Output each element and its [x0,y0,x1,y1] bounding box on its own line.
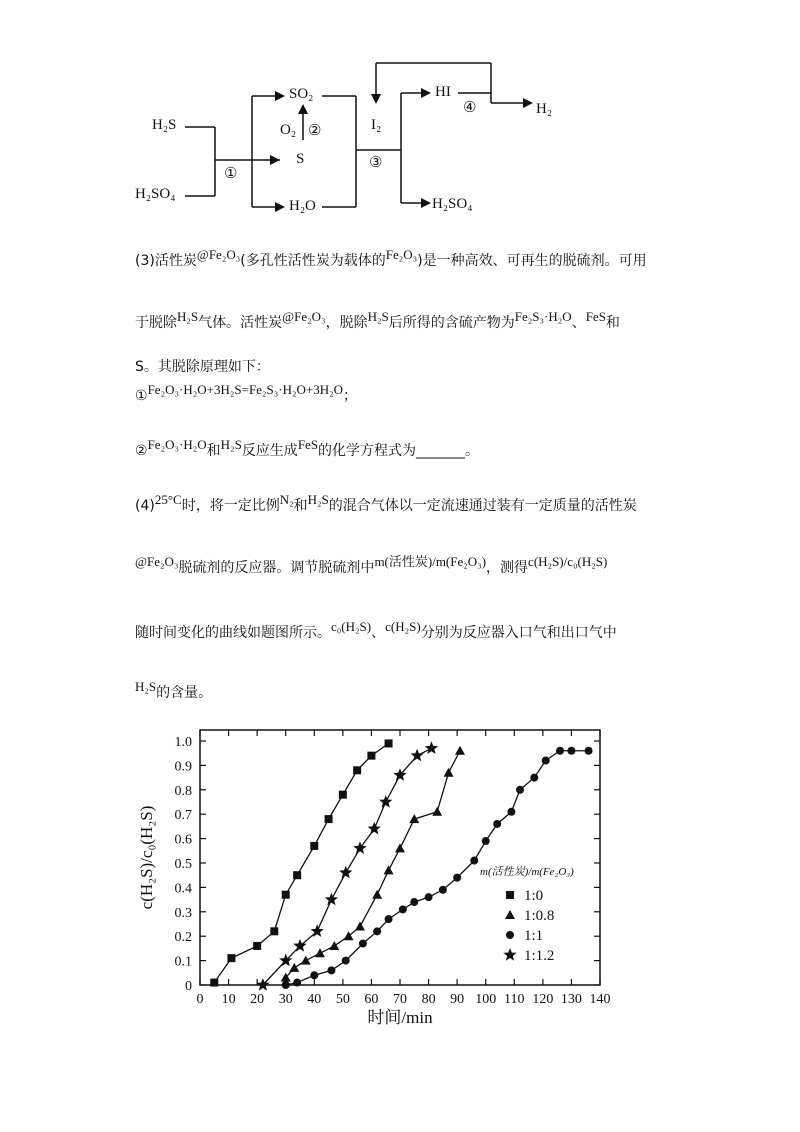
x-tick-label: 140 [589,992,611,1007]
p4-formula: m(活性炭)/m(Fe₂O₃) [374,554,487,569]
h2s-input-label: H₂S [152,117,177,133]
p4-formula: c(H₂S)/c₀(H₂S) [528,554,608,569]
data-point-triangle [329,941,339,950]
data-point-triangle [384,865,394,874]
equation-formula: Fe₂O₃·H₂O+3H₂S=Fe₂S₃·H₂O+3H₂O [147,382,344,397]
data-point-square [293,871,301,879]
data-point-star [379,795,392,808]
equation-text: ； [343,388,358,404]
data-point-circle [470,857,478,865]
h2s-breakthrough-chart [0,715,800,1055]
x-tick-label: 30 [278,992,293,1007]
p4-formula: 25°C [154,492,182,507]
p4-text: (4) [135,498,155,514]
data-point-circle [453,874,461,882]
so2-label: SO₂ [289,86,314,102]
p3-line-2 [135,309,620,332]
x-tick-label: 60 [364,992,379,1007]
p3-formula: H₂S [367,309,389,324]
data-point-triangle [315,948,325,957]
data-point-circle [359,940,367,948]
data-point-star [293,939,306,952]
x-tick-label: 100 [475,992,497,1007]
data-point-triangle [455,746,465,755]
y-tick-label: 0.2 [174,930,192,946]
data-point-triangle [444,768,454,777]
x-tick-label: 20 [250,992,265,1007]
equation-text: 反应生成 [241,443,298,459]
x-tick-label: 120 [532,992,554,1007]
data-point-circle [373,927,381,935]
equation-2 [135,437,480,460]
y-tick-label: 0.6 [174,832,192,848]
reaction-flow-diagram [0,0,800,230]
y-tick-label: 0.9 [174,759,192,775]
hi-label: HI [435,84,451,100]
legend-label: 1:0.8 [524,908,555,924]
data-point-circle [410,898,418,906]
p3-formula: FeS [585,309,606,324]
x-tick-label: 0 [196,992,204,1007]
p4-text: 和 [293,498,308,514]
y-tick-label: 1.0 [174,735,192,750]
series-line-triangle [286,751,460,978]
legend-label: 1:1 [524,928,544,944]
p4-text: 的含量。 [156,685,213,701]
data-point-circle [282,981,290,989]
h2so4-output-label: H₂SO₄ [432,196,473,212]
data-point-circle [425,893,433,901]
s-label: S [296,151,305,167]
p4-line-4 [135,679,213,702]
p3-text: 、 [571,315,586,331]
data-point-circle [516,786,524,794]
p4-text: ，测得 [486,560,529,576]
series-line-star [263,748,432,985]
data-point-star [353,841,366,854]
data-point-star [425,741,438,754]
step-2-label: ② [308,123,322,139]
data-point-square [385,739,393,747]
data-point-circle [399,905,407,913]
data-point-circle [310,971,318,979]
data-point-circle [530,774,538,782]
p3-line-1 [135,247,647,270]
p4-text: 的混合气体以一定流速通过装有一定质量的活性炭 [328,498,637,514]
p4-formula: c(H₂S) [385,619,421,634]
x-tick-label: 50 [335,992,350,1007]
x-tick-label: 90 [450,992,465,1007]
legend-title: m(活性炭)/m(Fe₂O₃) [480,866,574,878]
p3-formula: H₂S [177,309,199,324]
data-point-square [310,842,318,850]
legend-marker-square [506,891,514,899]
x-tick-label: 40 [307,992,322,1007]
step-4-label: ④ [463,100,477,116]
data-point-star [368,822,381,835]
legend-label: 1:0 [524,888,544,904]
equation-text: 和 [206,443,221,459]
data-point-circle [327,966,335,974]
h2-label: H₂ [536,101,553,117]
y-axis-label: c(H₂S)/c₀(H₂S) [137,805,156,910]
data-point-star [325,893,338,906]
h2so4-input-label: H₂SO₄ [135,186,176,202]
x-tick-label: 80 [421,992,436,1007]
p3-line-3: S。其脱除原理如下： [135,359,270,375]
legend-marker-circle [506,931,514,939]
p4-formula: H₂S [135,679,157,694]
p4-text: 随时间变化的曲线如题图所示。 [135,625,331,641]
p4-text: 脱硫剂的反应器。调节脱硫剂中 [178,560,375,576]
equation-number: ② [135,443,148,459]
y-tick-label: 0.7 [174,808,192,824]
data-point-circle [293,979,301,987]
data-point-circle [542,757,550,765]
p4-line-3 [135,619,617,642]
equation-formula: FeS [297,437,319,452]
x-tick-label: 130 [560,992,582,1007]
equation-text: 的化学方程式为_______。 [318,443,480,459]
p4-text: 分别为反应器入口气和出口气中 [420,625,617,641]
p4-line-1 [135,492,637,515]
data-point-square [367,752,375,760]
data-point-triangle [432,807,442,816]
p3-text: (3)活性炭 [135,253,197,269]
p3-text: 气体。活性炭 [198,315,283,331]
x-tick-label: 10 [221,992,236,1007]
data-point-circle [507,808,515,816]
i2-label: I₂ [371,117,382,133]
o2-label: O₂ [280,122,297,138]
p3-formula: Fe₂S₃·H₂O [514,309,572,324]
data-point-circle [385,915,393,923]
y-tick-label: 0.3 [174,905,192,921]
legend-label: 1:1.2 [524,948,555,964]
p4-formula: @Fe₂O₃ [135,554,179,569]
step-1-label: ① [224,166,238,182]
data-point-star [411,749,424,762]
data-point-square [282,891,290,899]
p3-formula: @Fe₂O₃ [196,247,241,262]
data-point-square [353,766,361,774]
equation-formula: Fe₂O₃·H₂O [147,437,207,452]
equation-number: ① [135,388,148,404]
x-tick-label: 110 [504,992,525,1007]
p4-formula: H₂S [307,492,329,507]
data-point-circle [567,747,575,755]
equation-1 [135,382,358,405]
data-point-square [253,942,261,950]
data-point-triangle [301,956,311,965]
x-axis-label: 时间/min [367,1008,433,1027]
y-tick-label: 0.5 [174,857,192,872]
p4-line-2 [135,554,608,577]
data-point-circle [342,957,350,965]
y-tick-label: 0 [185,979,192,994]
legend-marker-star [503,948,516,961]
p3-text: )是一种高效、可再生的脱硫剂。可用 [417,253,647,269]
data-point-square [325,815,333,823]
p4-formula: N₂ [279,492,294,507]
p4-formula: c₀(H₂S) [331,619,372,634]
data-point-circle [482,837,490,845]
data-point-circle [493,820,501,828]
data-point-triangle [289,963,299,972]
p3-formula: Fe₂O₃ [385,247,418,262]
p3-text: ，脱除 [325,315,368,331]
p3-formula: @Fe₂O₃ [282,309,326,324]
step-3-label: ③ [369,155,383,171]
y-tick-label: 0.4 [174,881,192,897]
data-point-square [270,927,278,935]
p3-text: 后所得的含硫产物为 [388,315,515,331]
data-point-square [339,791,347,799]
data-point-triangle [395,843,405,852]
p3-text: 和 [605,315,620,331]
data-point-circle [585,747,593,755]
data-point-circle [556,747,564,755]
equation-formula: H₂S [220,437,242,452]
data-point-circle [439,886,447,894]
data-point-triangle [372,890,382,899]
p4-text: 、 [371,625,386,641]
p3-text: (多孔性活性炭为载体的 [240,253,386,269]
data-point-square [210,979,218,987]
data-point-square [227,954,235,962]
h2o-label: H₂O [289,198,316,214]
p4-text: 时，将一定比例 [181,498,280,514]
x-tick-label: 70 [393,992,407,1007]
y-tick-label: 0.8 [174,783,192,799]
data-point-triangle [355,921,365,930]
p3-text: 于脱除 [135,315,177,331]
legend-marker-triangle [505,910,515,919]
y-tick-label: 0.1 [174,954,192,970]
data-point-star [339,866,352,879]
